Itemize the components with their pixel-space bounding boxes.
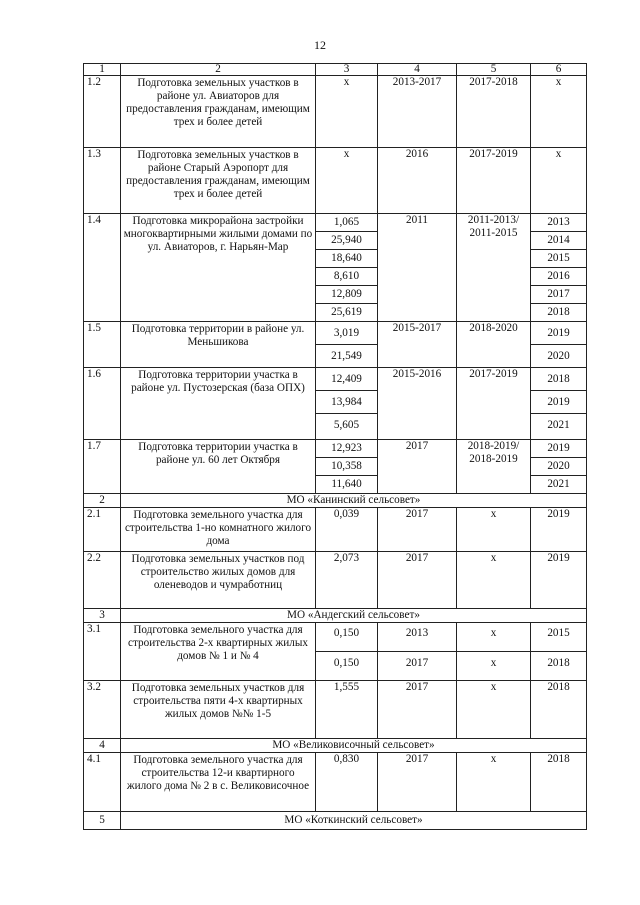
row-description: Подготовка земельного участка для строительства 1-но комнатного жилого дома (121, 508, 316, 552)
period-cell: 2017 (378, 440, 457, 494)
header-cell: 2 (121, 64, 316, 76)
row-number: 3.1 (84, 623, 121, 681)
volume-cell: 0,039 (316, 508, 378, 552)
row-number: 1.2 (84, 76, 121, 148)
row-number: 2.1 (84, 508, 121, 552)
year-value: 2018 (547, 373, 570, 385)
year-value: 2021 (531, 475, 586, 493)
row-number: 1.5 (84, 322, 121, 368)
volume-value: 5,605 (316, 413, 377, 436)
section-number: 5 (84, 812, 121, 830)
section-row (84, 812, 587, 830)
header-cell: 1 (84, 64, 121, 76)
year-cell: 2018 (531, 681, 587, 739)
period-cell: 2017-2019 (457, 368, 531, 440)
volume-value: 12,809 (316, 285, 377, 303)
header-cell: 3 (316, 64, 378, 76)
row-description: Подготовка земельного участка для строительства 12-и квартирного жилого дома № 2 в с. Великовисочное (121, 753, 316, 812)
row-description: Подготовка микрорайона застройки многоквартирными жилыми домами по ул. Авиаторов, г. Нарьян-Мар (121, 214, 316, 322)
volume-cell (316, 322, 378, 368)
section-row (84, 494, 587, 508)
period-value: 2013 (405, 627, 429, 639)
year-value: 2019 (531, 390, 586, 413)
period-cell: х (457, 508, 531, 552)
year-cell (531, 623, 587, 681)
period-cell: 2018-2020 (457, 322, 531, 368)
table-row (84, 76, 587, 148)
volume-cell: х (316, 76, 378, 148)
volume-value: 11,640 (316, 475, 377, 493)
volume-cell: 2,073 (316, 552, 378, 609)
row-description: Подготовка земельных участков для строительства пяти 4-х квартирных жилых домов №№ 1-5 (121, 681, 316, 739)
period-cell: 2015-2017 (378, 322, 457, 368)
period-cell: 2017 (378, 753, 457, 812)
volume-value: 10,358 (316, 457, 377, 475)
row-description: Подготовка земельного участка для строительства 2-х квартирных жилых домов № 1 и № 4 (121, 623, 316, 681)
year-value: 2018 (531, 303, 586, 321)
year-value: 2020 (531, 457, 586, 475)
section-row (84, 739, 587, 753)
volume-cell (316, 440, 378, 494)
volume-value: 12,923 (331, 442, 362, 454)
year-value: 2016 (531, 267, 586, 285)
period-value: х (490, 627, 497, 639)
section-title: МО «Коткинский сельсовет» (121, 812, 587, 830)
volume-cell: 1,555 (316, 681, 378, 739)
period-cell: х (457, 681, 531, 739)
table-row (84, 623, 587, 681)
row-number: 1.6 (84, 368, 121, 440)
row-number: 3.2 (84, 681, 121, 739)
period-cell: 2017 (378, 552, 457, 609)
row-number: 1.7 (84, 440, 121, 494)
row-number: 2.2 (84, 552, 121, 609)
period-cell: х (457, 753, 531, 812)
table-row (84, 440, 587, 494)
year-value: 2019 (547, 442, 570, 454)
year-value: 2021 (531, 413, 586, 436)
table-row (84, 552, 587, 609)
volume-value: 1,065 (333, 216, 360, 228)
year-cell: х (531, 148, 587, 214)
period-cell: 2013-2017 (378, 76, 457, 148)
period-cell (378, 623, 457, 681)
row-description: Подготовка территории участка в районе ул. Пустозерская (база ОПХ) (121, 368, 316, 440)
volume-value: 13,984 (316, 390, 377, 413)
table-row (84, 214, 587, 322)
period-value: х (457, 651, 530, 680)
volume-value: 25,940 (316, 231, 377, 249)
header-cell: 4 (378, 64, 457, 76)
volume-value: 18,640 (316, 249, 377, 267)
row-description: Подготовка территории в районе ул. Меньшикова (121, 322, 316, 368)
row-description: Подготовка земельных участков в районе ул. Авиаторов для предоставления гражданам, имеющим трех и более детей (121, 76, 316, 148)
year-value: 2015 (547, 627, 570, 639)
row-description: Подготовка территории участка в районе ул. 60 лет Октября (121, 440, 316, 494)
section-title: МО «Великовисочный сельсовет» (121, 739, 587, 753)
period-cell: 2017 (378, 508, 457, 552)
table-header-row (84, 64, 587, 76)
year-value: 2019 (547, 327, 570, 339)
header-cell: 5 (457, 64, 531, 76)
table-row (84, 508, 587, 552)
header-cell: 6 (531, 64, 587, 76)
year-cell (531, 368, 587, 440)
volume-cell (316, 214, 378, 322)
year-value: 2015 (531, 249, 586, 267)
section-title: МО «Канинский сельсовет» (121, 494, 587, 508)
volume-value: 21,549 (316, 344, 377, 367)
period-cell: х (457, 552, 531, 609)
section-number: 4 (84, 739, 121, 753)
year-value: 2018 (531, 651, 586, 680)
period-cell: 2017 (378, 681, 457, 739)
volume-cell (316, 623, 378, 681)
period-cell: 2011 (378, 214, 457, 322)
volume-value: 8,610 (316, 267, 377, 285)
volume-value: 0,150 (333, 627, 360, 639)
year-cell: 2019 (531, 552, 587, 609)
section-number: 2 (84, 494, 121, 508)
projects-table (83, 63, 587, 830)
row-number: 4.1 (84, 753, 121, 812)
row-number: 1.4 (84, 214, 121, 322)
period-cell: 2017-2019 (457, 148, 531, 214)
volume-cell: 0,830 (316, 753, 378, 812)
year-cell: 2018 (531, 753, 587, 812)
year-cell (531, 440, 587, 494)
year-cell: 2019 (531, 508, 587, 552)
period-cell: 2018-2019/ 2018-2019 (457, 440, 531, 494)
year-value: 2013 (547, 216, 570, 228)
section-title: МО «Андегский сельсовет» (121, 609, 587, 623)
table-row (84, 148, 587, 214)
period-cell: 2016 (378, 148, 457, 214)
period-cell (457, 623, 531, 681)
volume-value: 12,409 (331, 373, 362, 385)
table-row (84, 322, 587, 368)
section-number: 3 (84, 609, 121, 623)
period-cell: 2011-2013/ 2011-2015 (457, 214, 531, 322)
row-description: Подготовка земельных участков в районе Старый Аэропорт для предоставления гражданам, имеющим трех и более детей (121, 148, 316, 214)
year-cell: х (531, 76, 587, 148)
volume-value: 3,019 (333, 327, 360, 339)
volume-value: 25,619 (316, 303, 377, 321)
volume-cell: х (316, 148, 378, 214)
period-cell: 2015-2016 (378, 368, 457, 440)
volume-cell (316, 368, 378, 440)
year-value: 2014 (531, 231, 586, 249)
section-row (84, 609, 587, 623)
year-value: 2017 (531, 285, 586, 303)
year-value: 2020 (531, 344, 586, 367)
table-row (84, 368, 587, 440)
period-value: 2017 (378, 651, 456, 680)
table-row (84, 681, 587, 739)
table-row (84, 753, 587, 812)
year-cell (531, 322, 587, 368)
year-cell (531, 214, 587, 322)
page-number: 12 (314, 38, 326, 52)
row-description: Подготовка земельных участков под строительство жилых домов для оленеводов и чумработниц (121, 552, 316, 609)
period-cell: 2017-2018 (457, 76, 531, 148)
volume-value: 0,150 (316, 651, 377, 680)
row-number: 1.3 (84, 148, 121, 214)
